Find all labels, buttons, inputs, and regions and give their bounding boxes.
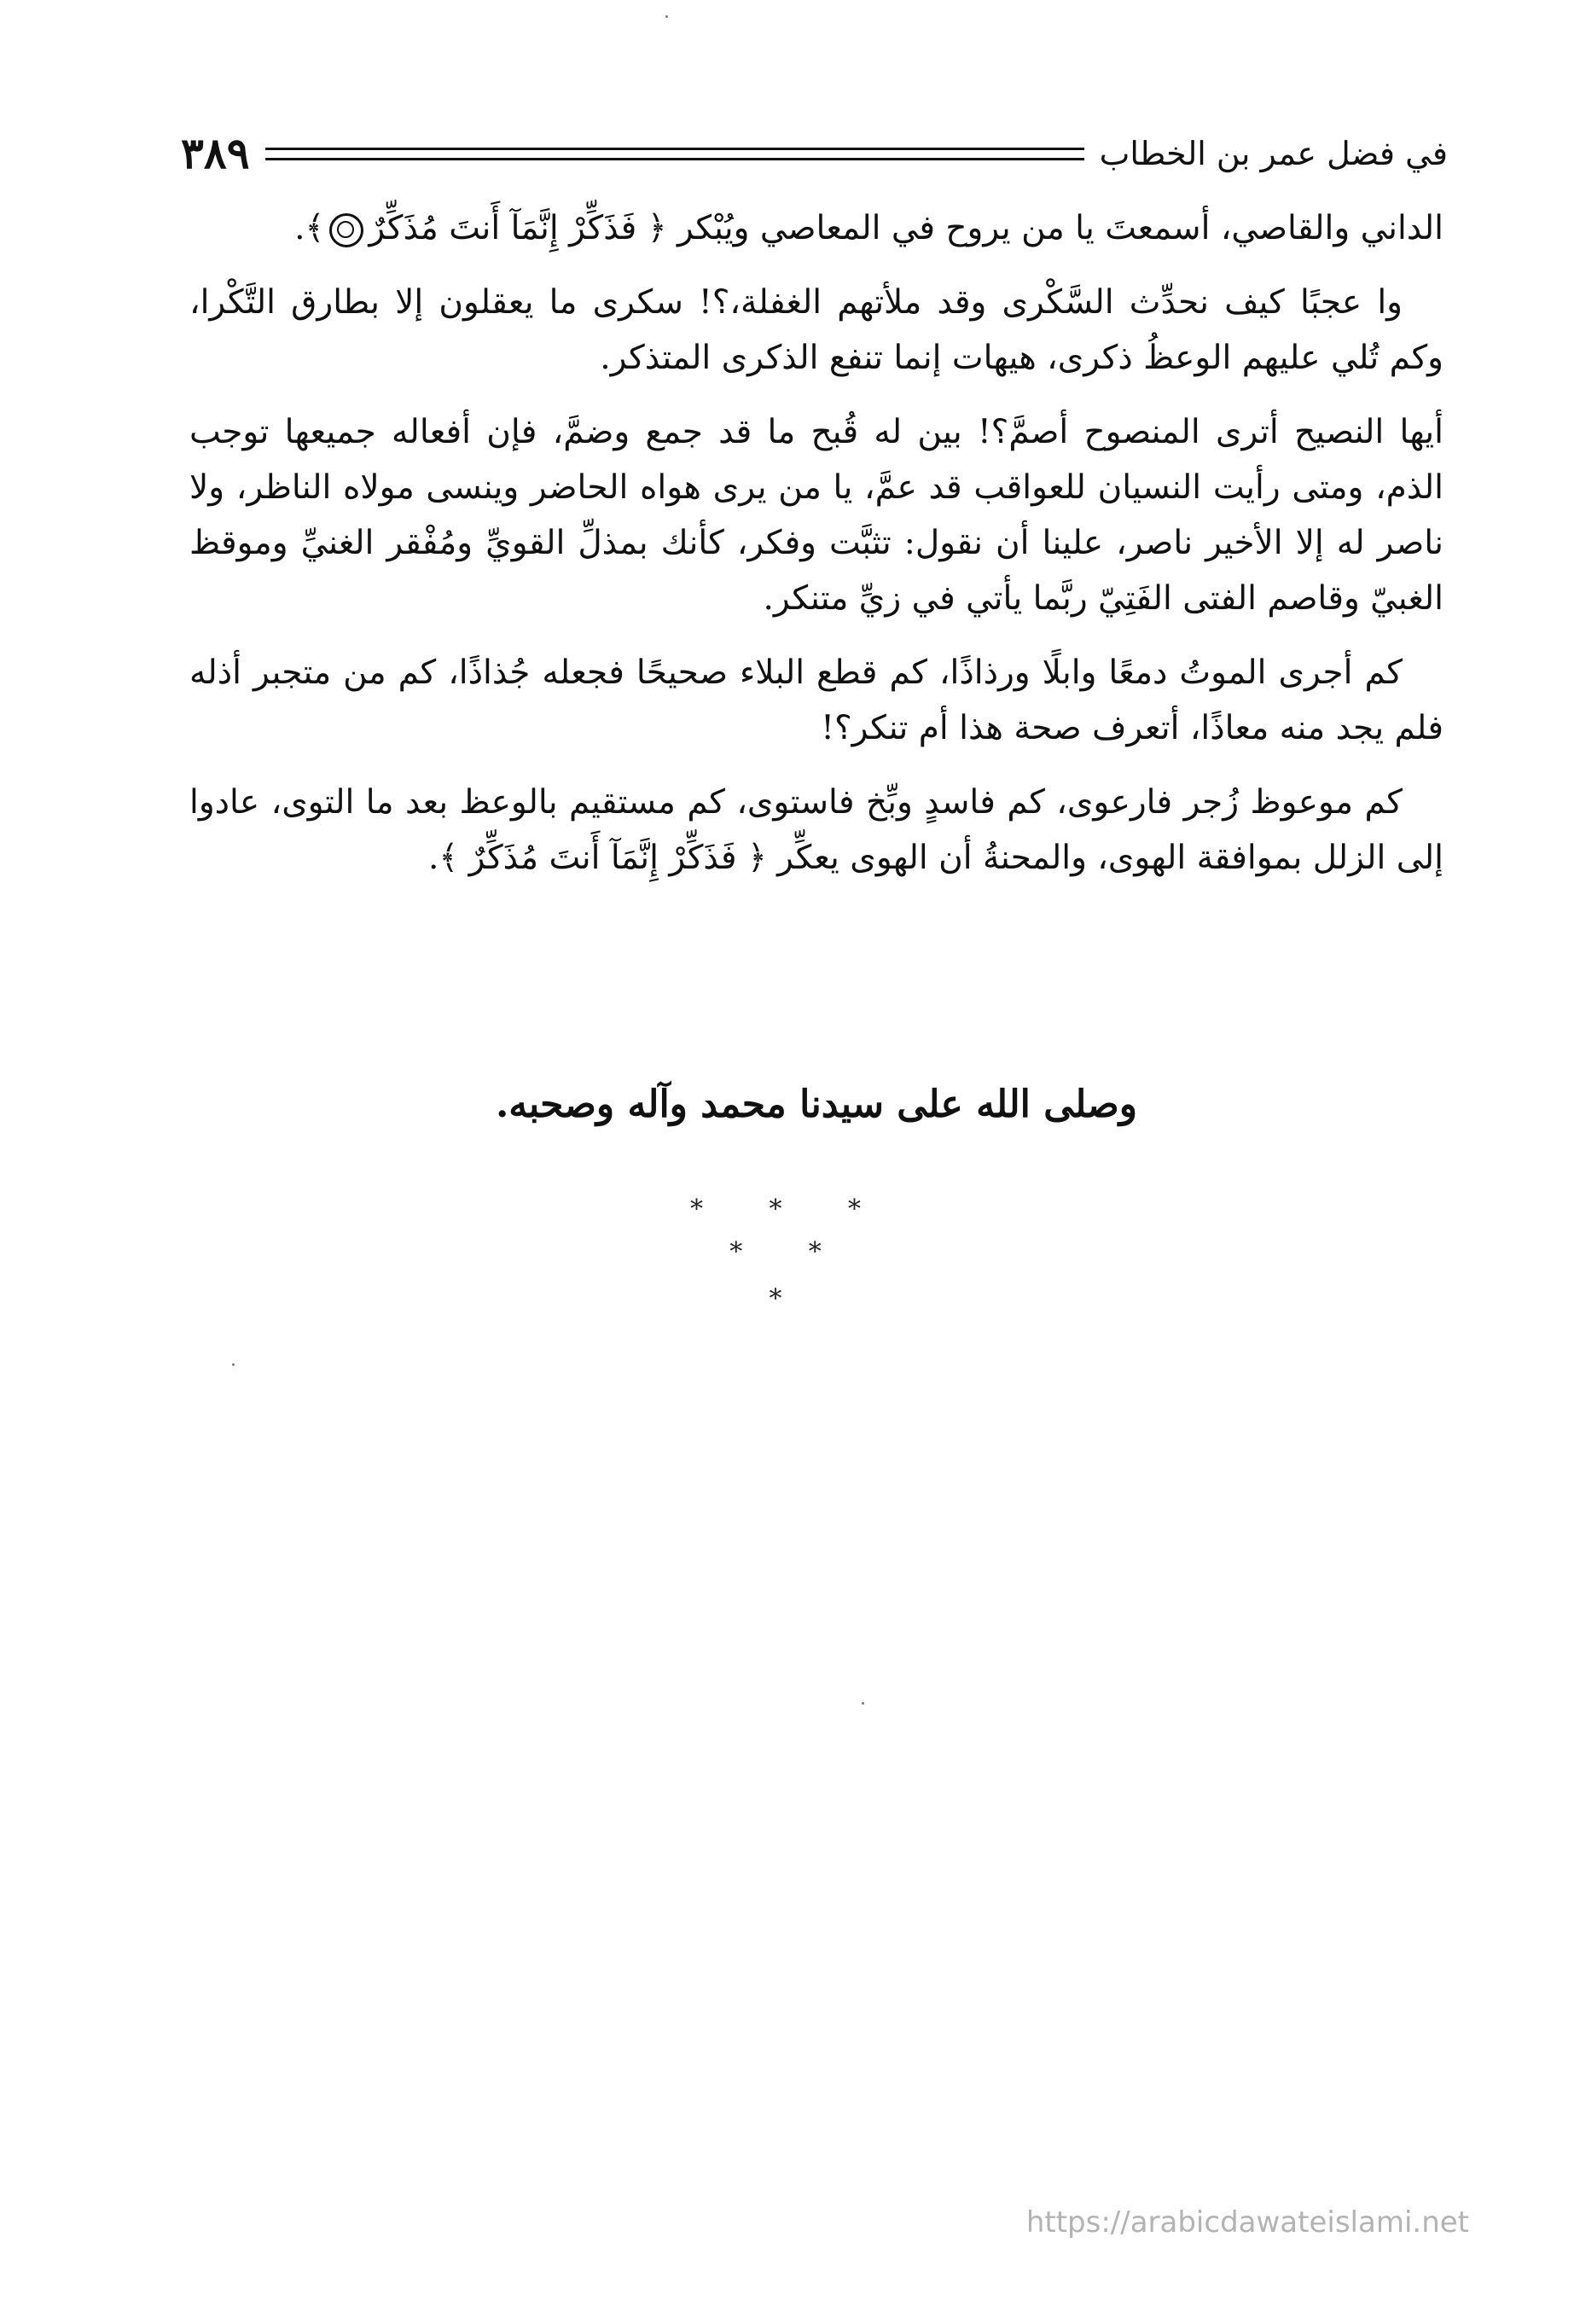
paragraph-1-end: ﴾. <box>294 209 325 247</box>
running-header <box>181 128 1448 179</box>
paragraph-2: وا عجبًا كيف نحدِّث السَّكْرى وقد ملأتهم الغفلة،؟! سكرى ما يعقلون إلا بطارق التَّكْرا، وكم تُلي عليهم الوعظُ ذكرى، هيهات إنما تنفع الذكرى المتذكر. <box>189 283 1443 377</box>
closing-blessing: وصلى الله على سيدنا محمد وآله وصحبه. <box>495 1083 1138 1126</box>
paragraph-1 <box>189 200 1443 256</box>
body-text <box>189 200 1443 904</box>
paragraph-5: كم موعوظ زُجر فارعوى، كم فاسدٍ وبِّخ فاستوى، كم مستقيم بالوعظ بعد ما التوى، عادوا إلى الزلل بموافقة الهوى، والمحنةُ أن الهوى يعكِّر ﴿ فَذَكِّرْ إِنَّمَآ أَنتَ مُذَكِّرٌ ﴾. <box>189 783 1443 877</box>
paragraph-1-text: الداني والقاصي، أسمعتَ يا من يروح في المعاصي ويُبْكر ﴿ فَذَكِّرْ إِنَّمَآ أَنتَ مُذَكِّرٌ <box>369 209 1443 247</box>
scan-speck <box>665 15 668 18</box>
verse-end-icon <box>329 213 363 247</box>
paragraph-4: كم أجرى الموتُ دمعًا وابلًا ورذاذًا، كم قطع البلاء صحيحًا فجعله جُذاذًا، كم من متجبر أذله فلم يجد منه معاذًا، أتعرف صحة هذا أم تنكر؟! <box>189 654 1443 747</box>
header-rule <box>265 148 1084 160</box>
watermark-url: https://arabicdawateislami.net <box>1025 2205 1469 2240</box>
paragraph-3: أيها النصيح أترى المنصوح أصمَّ؟! بين له قُبح ما قد جمع وضمَّ، فإن أفعاله جميعها توجب الذم، ومتى رأيت النسيان للعواقب قد عمَّ، يا من يرى هواه الحاضر وينسى مولاه الناظر، ولا ناصر له إلا الأخير ناصر، علينا أن نقول: تثبَّت وفكر، كأنك بمذلِّ القويِّ ومُفْقر الغنيِّ وموقظ الغبيّ وقاصم الفتى الفَتِيّ ربَّما يأتي في زيِّ متنكر. <box>189 413 1444 618</box>
page-number: ٣٨٩ <box>181 128 250 178</box>
ornament-row-1: * * * <box>689 1194 891 1224</box>
ornament-row-3: * <box>769 1284 811 1314</box>
running-title: في فضل عمر بن الخطاب <box>1099 135 1448 172</box>
ornament-row-2: * * <box>729 1237 851 1267</box>
scan-speck <box>232 1363 235 1366</box>
scan-speck <box>862 1702 864 1705</box>
